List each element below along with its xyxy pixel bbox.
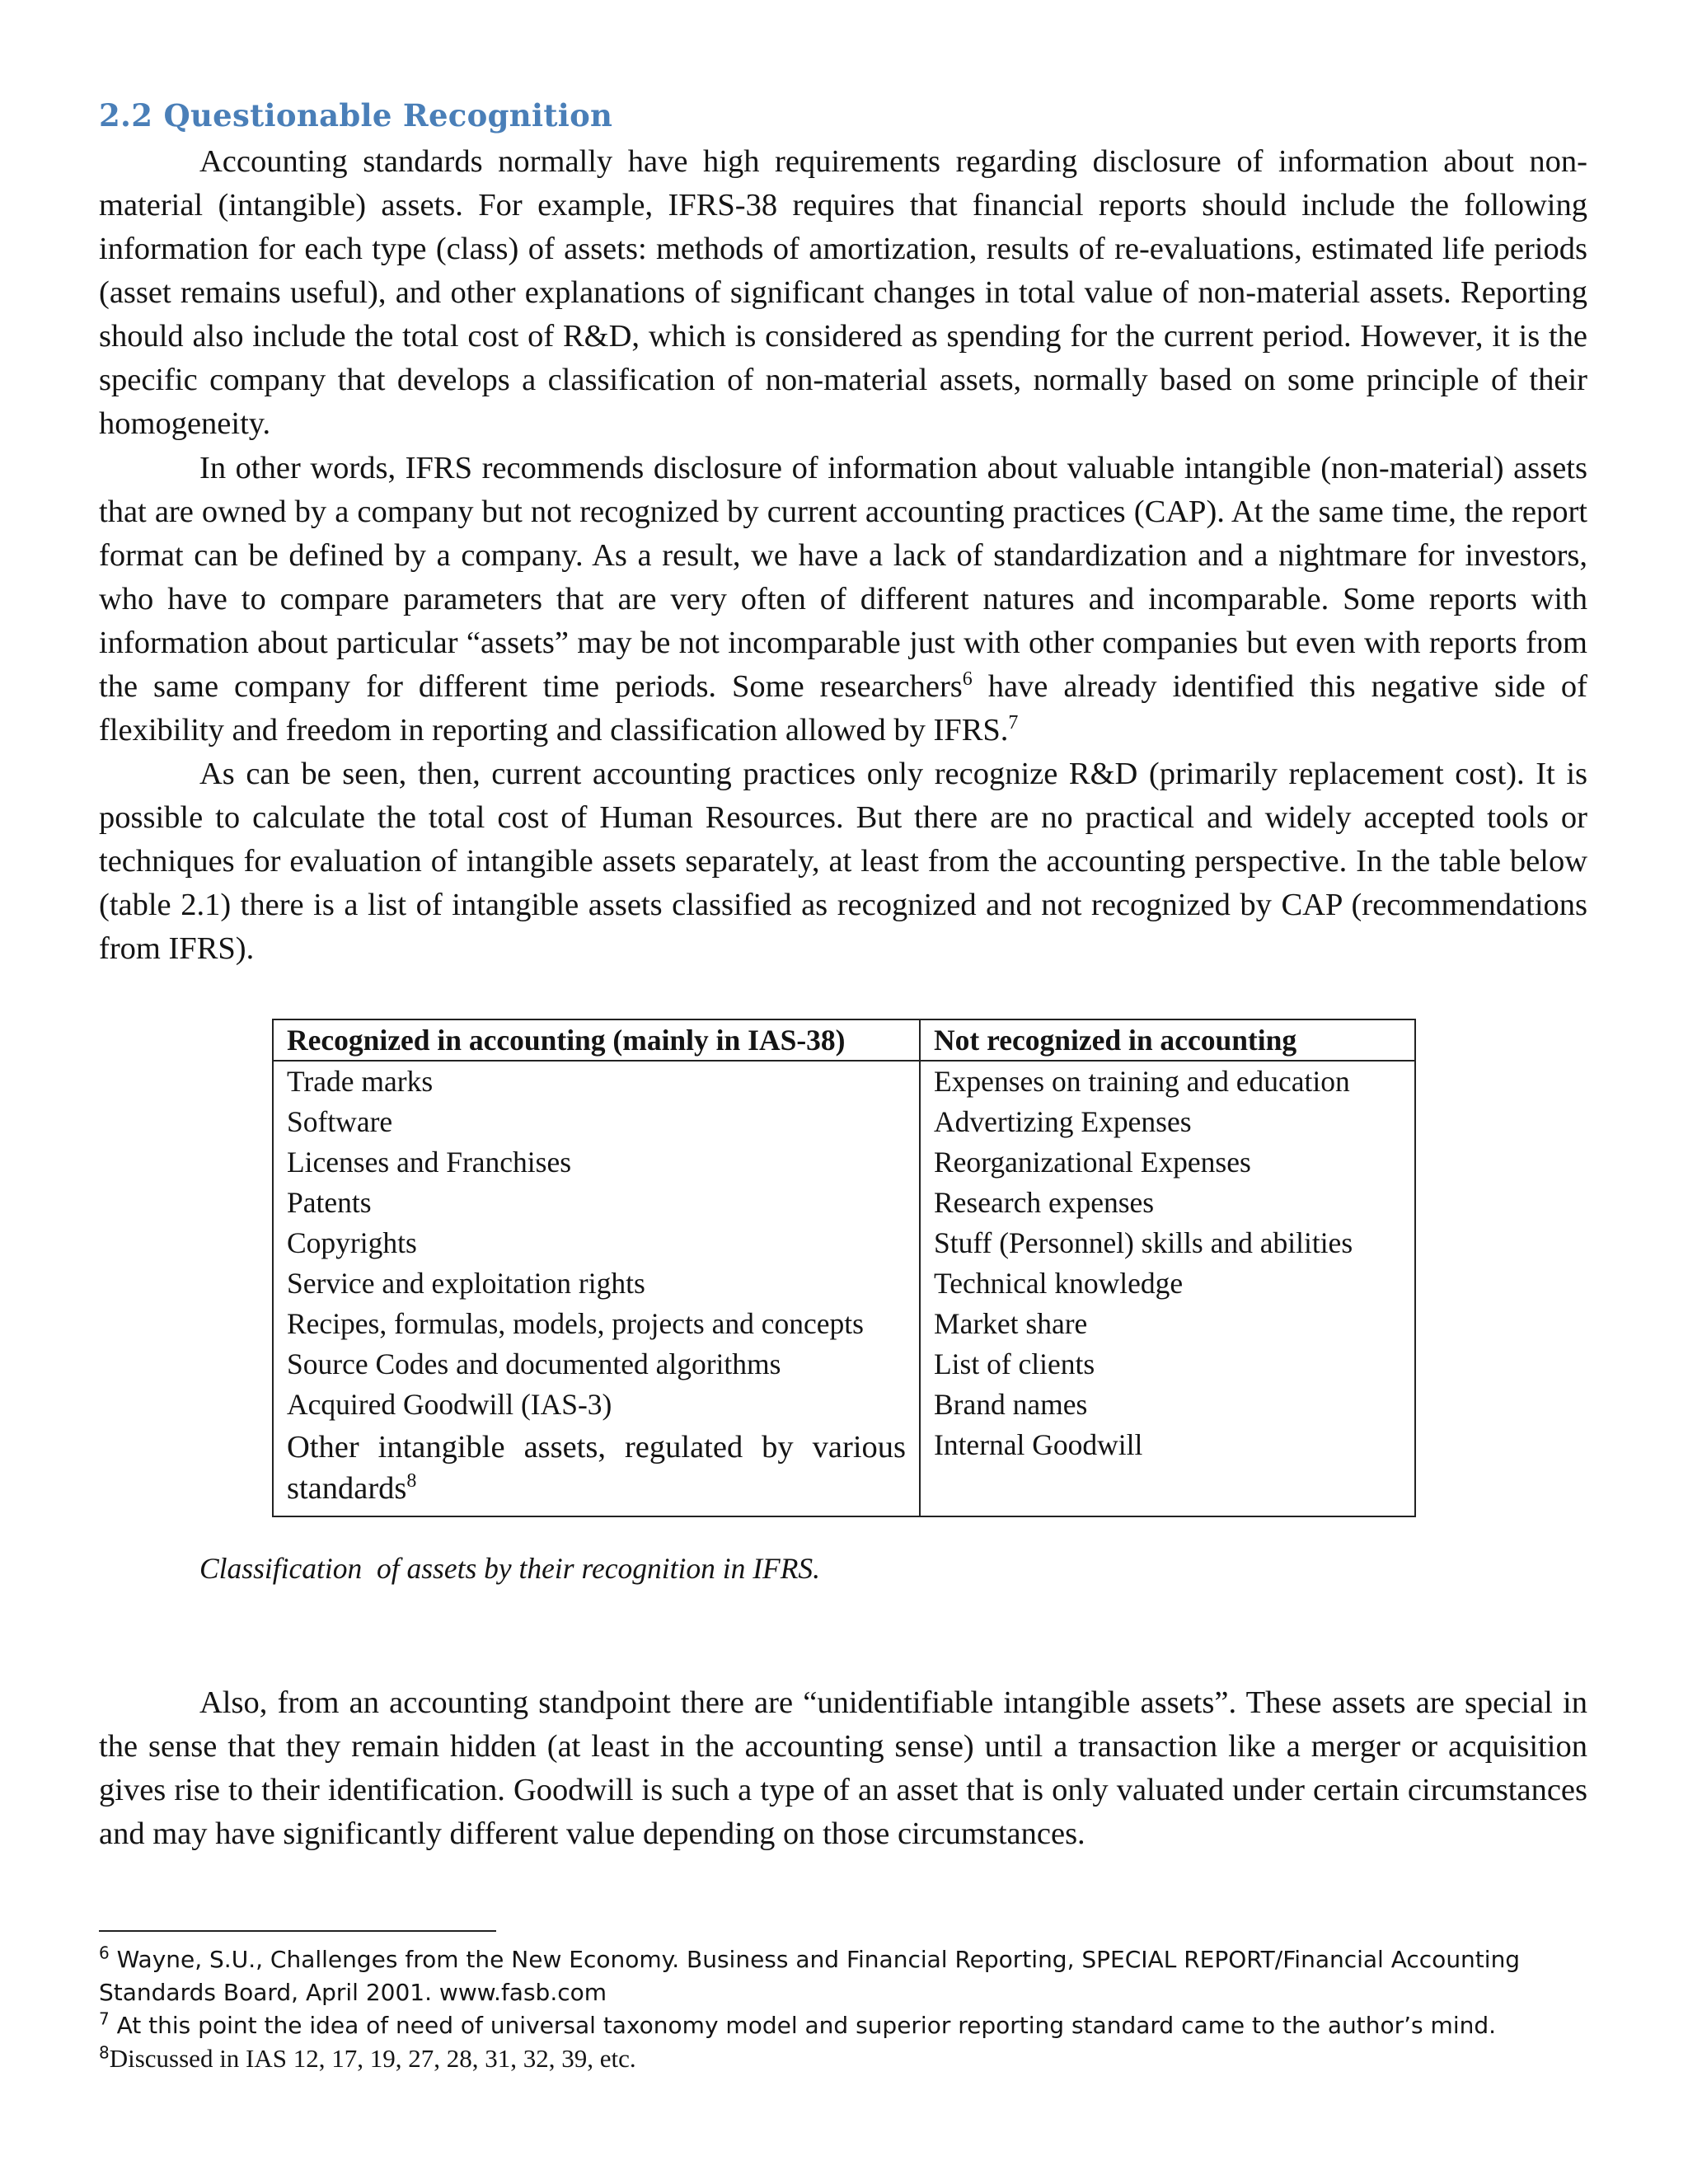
paragraph-text: have already identified this negative side of flexibility and freedom in reporting and classification allowed by IFRS. bbox=[99, 669, 1587, 748]
paragraph-intro: Accounting standards normally have high requirements regarding disclosure of information about non-material (intangible) assets. For example, IFRS-38 requires that financial reports should include the following information for each type (class) of assets: methods of amortization, results of re-evaluations, estimated life periods (asset remains useful), and other explanations of significant changes in total value of non-material assets. Reporting should also include the total cost of R&D, which is considered as spending for the current period. However, it is the specific company that develops a classification of non-material assets, normally based on some principle of their homogeneity. bbox=[99, 144, 1587, 441]
footnote-ref-7[interactable]: 7 bbox=[1008, 712, 1019, 734]
table-cell-text: Other intangible assets, regulated by various standards bbox=[287, 1430, 906, 1506]
table-row bbox=[273, 1142, 1415, 1183]
table-cell: List of clients bbox=[920, 1344, 1415, 1385]
table-cell: Recipes, formulas, models, projects and concepts bbox=[273, 1304, 920, 1344]
table-cell: Service and exploitation rights bbox=[273, 1263, 920, 1304]
table-cell: Technical knowledge bbox=[920, 1263, 1415, 1304]
footnote-7 bbox=[99, 2009, 1587, 2042]
paragraph-ifrs-disclosure bbox=[99, 447, 1587, 752]
table-row bbox=[273, 1223, 1415, 1263]
table-cell: Market share bbox=[920, 1304, 1415, 1344]
table-row bbox=[273, 1304, 1415, 1344]
table-header-not-recognized: Not recognized in accounting bbox=[920, 1019, 1415, 1061]
table-cell: Software bbox=[273, 1102, 920, 1142]
footnote-marker: 6 bbox=[99, 1943, 110, 1963]
table-header-row bbox=[273, 1019, 1415, 1061]
table-cell: Acquired Goodwill (IAS-3) bbox=[273, 1385, 920, 1425]
footnote-6 bbox=[99, 1943, 1587, 2009]
footnote-ref-6[interactable]: 6 bbox=[962, 668, 973, 691]
table-row bbox=[273, 1263, 1415, 1304]
table-header-recognized: Recognized in accounting (mainly in IAS-38) bbox=[273, 1019, 920, 1061]
table-row bbox=[273, 1425, 1415, 1516]
paragraph-cap-recognition: As can be seen, then, current accounting practices only recognize R&D (primarily replacement cost). It is possible to calculate the total cost of Human Resources. But there are no practical and widely accepted tools or techniques for evaluation of intangible assets separately, at least from the accounting perspective. In the table below (table 2.1) there is a list of intangible assets classified as recognized and not recognized by CAP (recommendations from IFRS). bbox=[99, 757, 1587, 966]
table-cell: Source Codes and documented algorithms bbox=[273, 1344, 920, 1385]
table-cell: Licenses and Franchises bbox=[273, 1142, 920, 1183]
table-cell: Patents bbox=[273, 1183, 920, 1223]
table-caption: Classification of assets by their recognition in IFRS. bbox=[199, 1552, 821, 1585]
table-cell: Trade marks bbox=[273, 1061, 920, 1102]
table-row bbox=[273, 1183, 1415, 1223]
table-row bbox=[273, 1344, 1415, 1385]
footnote-text: Wayne, S.U., Challenges from the New Economy. Business and Financial Reporting, SPECIAL REPORT/Financial Accounting Standards Board, April 2001. www.fasb.com bbox=[99, 1946, 1521, 2006]
section-heading: 2.2 Questionable Recognition bbox=[99, 97, 613, 134]
table-row bbox=[273, 1385, 1415, 1425]
footnote-marker: 8 bbox=[99, 2042, 110, 2063]
footnote-separator bbox=[99, 1930, 496, 1932]
footnotes bbox=[99, 1943, 1587, 2076]
footnote-text: At this point the idea of need of universal taxonomy model and superior reporting standard came to the author’s mind. bbox=[109, 2012, 1497, 2039]
table-cell: Reorganizational Expenses bbox=[920, 1142, 1415, 1183]
table-row bbox=[273, 1102, 1415, 1142]
table-row bbox=[273, 1061, 1415, 1102]
footnote-text: Discussed in IAS 12, 17, 19, 27, 28, 31, 32, 39, etc. bbox=[109, 2044, 636, 2073]
table-cell: Stuff (Personnel) skills and abilities bbox=[920, 1223, 1415, 1263]
footnote-marker: 7 bbox=[99, 2008, 110, 2029]
paragraph-text: In other words, IFRS recommends disclosure of information about valuable intangible (non-material) assets that are owned by a company but not recognized by current accounting practices (CAP). At the same time, the report format can be defined by a company. As a result, we have a lack of standardization and a nightmare for investors, who have to compare parameters that are very often of different natures and incomparable. Some reports with information about particular “assets” may be not incomparable just with other companies but even with reports from the same company for different time periods. Some researchers bbox=[99, 451, 1587, 704]
table-cell bbox=[273, 1425, 920, 1516]
footnote-8 bbox=[99, 2042, 1587, 2076]
table-cell: Internal Goodwill bbox=[920, 1425, 1415, 1516]
table-cell: Brand names bbox=[920, 1385, 1415, 1425]
recognition-table bbox=[272, 1019, 1416, 1517]
table-cell: Expenses on training and education bbox=[920, 1061, 1415, 1102]
table-cell: Copyrights bbox=[273, 1223, 920, 1263]
table-cell: Advertizing Expenses bbox=[920, 1102, 1415, 1142]
paragraph-unidentifiable-assets: Also, from an accounting standpoint there are “unidentifiable intangible assets”. These assets are special in the sense that they remain hidden (at least in the accounting sense) until a transaction like a merger or acquisition gives rise to their identification. Goodwill is such a type of an asset that is only valuated under certain circumstances and may have significantly different value depending on those circumstances. bbox=[99, 1685, 1587, 1851]
table-cell: Research expenses bbox=[920, 1183, 1415, 1223]
footnote-ref-8[interactable]: 8 bbox=[406, 1470, 417, 1493]
